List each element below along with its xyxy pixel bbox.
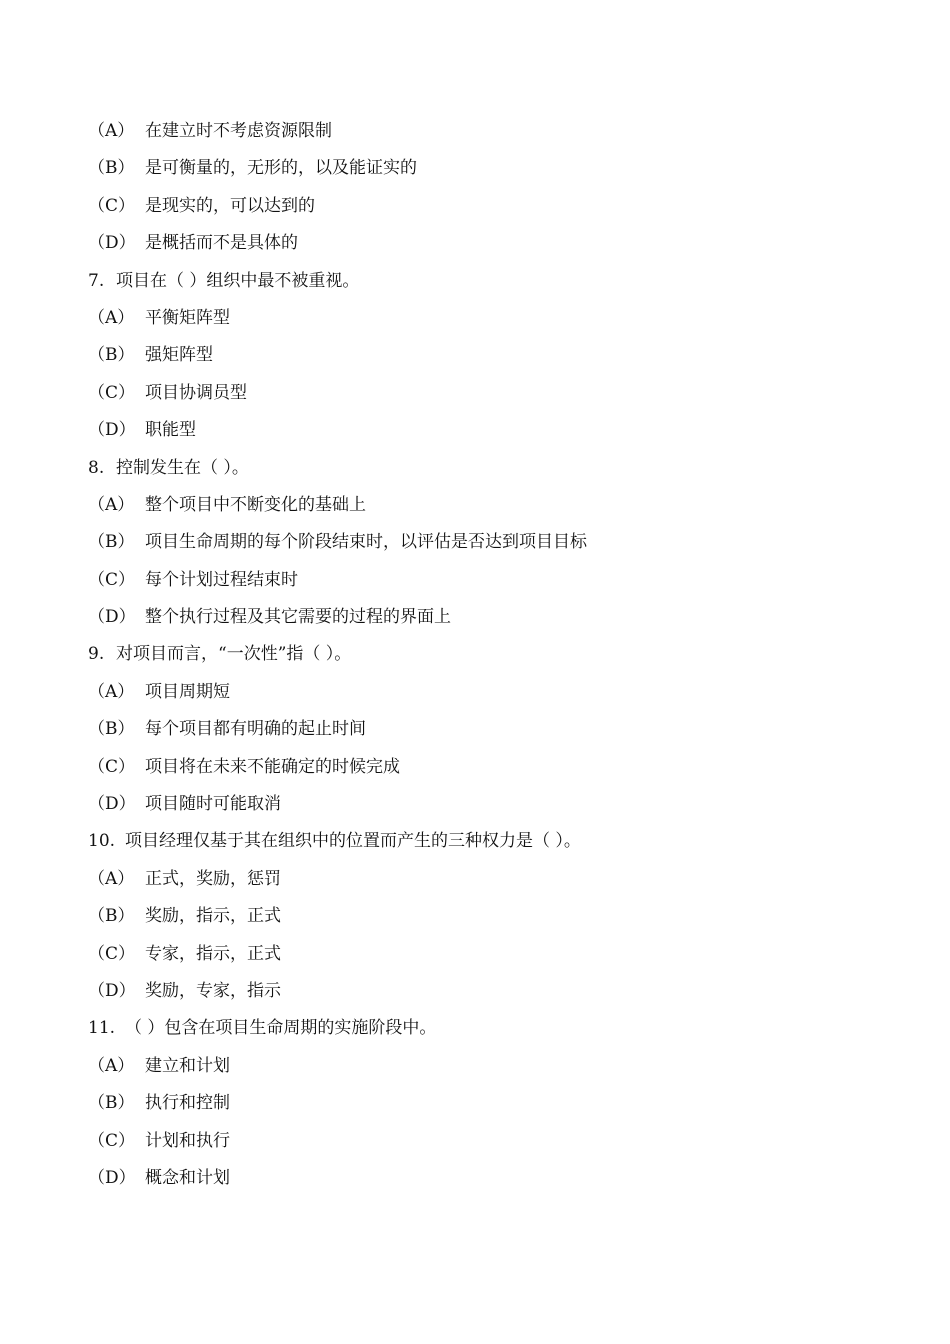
option-c bbox=[88, 1123, 888, 1160]
question-stem: 项目经理仅基于其在组织中的位置而产生的三种权力是（ ）。 bbox=[125, 831, 581, 852]
option-label: （D） bbox=[88, 980, 136, 1001]
option-text: 强矩阵型 bbox=[145, 345, 213, 366]
option-c bbox=[88, 749, 888, 786]
option-text: 是现实的，可以达到的 bbox=[145, 195, 315, 216]
option-label: （A） bbox=[88, 307, 135, 328]
option-text: 是可衡量的，无形的，以及能证实的 bbox=[145, 158, 417, 179]
option-label: （C） bbox=[88, 382, 136, 403]
question-stem: 对项目而言，“一次性”指（ ）。 bbox=[116, 644, 352, 665]
question-stem: （ ）包含在项目生命周期的实施阶段中。 bbox=[125, 1018, 437, 1039]
option-b bbox=[88, 524, 888, 561]
option-label: （B） bbox=[88, 719, 135, 740]
option-label: （C） bbox=[88, 195, 136, 216]
option-text: 正式，奖励，惩罚 bbox=[145, 868, 281, 889]
option-label: （A） bbox=[88, 681, 135, 702]
option-text: 职能型 bbox=[145, 420, 196, 441]
option-label: （B） bbox=[88, 1093, 135, 1114]
option-d bbox=[88, 412, 888, 449]
option-label: （C） bbox=[88, 756, 136, 777]
option-text: 项目周期短 bbox=[145, 681, 230, 702]
option-a bbox=[88, 113, 888, 150]
option-text: 专家，指示，正式 bbox=[145, 943, 281, 964]
option-label: （B） bbox=[88, 906, 135, 927]
option-a bbox=[88, 861, 888, 898]
option-label: （D） bbox=[88, 607, 136, 628]
option-text: 建立和计划 bbox=[145, 1055, 230, 1076]
option-label: （B） bbox=[88, 158, 135, 179]
option-text: 整个项目中不断变化的基础上 bbox=[145, 494, 366, 515]
option-text: 执行和控制 bbox=[145, 1093, 230, 1114]
option-text: 概念和计划 bbox=[145, 1167, 230, 1188]
option-label: （C） bbox=[88, 943, 136, 964]
option-label: （A） bbox=[88, 868, 135, 889]
option-text: 项目随时可能取消 bbox=[145, 794, 281, 815]
question-stem: 控制发生在（ ）。 bbox=[116, 457, 249, 478]
option-text: 整个执行过程及其它需要的过程的界面上 bbox=[145, 607, 451, 628]
question-number: 10. bbox=[88, 831, 116, 852]
option-text: 平衡矩阵型 bbox=[145, 307, 230, 328]
question-11 bbox=[88, 1010, 888, 1047]
option-label: （D） bbox=[88, 420, 136, 441]
option-a bbox=[88, 1048, 888, 1085]
option-text: 项目协调员型 bbox=[145, 382, 247, 403]
option-label: （C） bbox=[88, 569, 136, 590]
option-c bbox=[88, 936, 888, 973]
option-label: （A） bbox=[88, 494, 135, 515]
option-label: （D） bbox=[88, 794, 136, 815]
question-9 bbox=[88, 636, 888, 673]
option-c bbox=[88, 375, 888, 412]
option-text: 每个计划过程结束时 bbox=[145, 569, 298, 590]
option-text: 是概括而不是具体的 bbox=[145, 233, 298, 254]
option-d bbox=[88, 786, 888, 823]
option-text: 在建立时不考虑资源限制 bbox=[145, 121, 332, 141]
option-text: 项目将在未来不能确定的时候完成 bbox=[145, 756, 400, 777]
question-stem: 项目在（ ）组织中最不被重视。 bbox=[116, 270, 360, 291]
question-list bbox=[88, 113, 888, 1197]
option-text: 项目生命周期的每个阶段结束时，以评估是否达到项目目标 bbox=[145, 532, 587, 553]
option-a bbox=[88, 300, 888, 337]
option-c bbox=[88, 188, 888, 225]
option-d bbox=[88, 973, 888, 1010]
option-label: （C） bbox=[88, 1130, 136, 1151]
option-b bbox=[88, 150, 888, 187]
option-c bbox=[88, 562, 888, 599]
option-text: 每个项目都有明确的起止时间 bbox=[145, 719, 366, 740]
option-label: （D） bbox=[88, 1167, 136, 1188]
question-8 bbox=[88, 450, 888, 487]
option-d bbox=[88, 599, 888, 636]
option-label: （D） bbox=[88, 233, 136, 254]
option-text: 计划和执行 bbox=[145, 1130, 230, 1151]
option-d bbox=[88, 225, 888, 262]
option-text: 奖励，专家，指示 bbox=[145, 980, 281, 1001]
option-a bbox=[88, 487, 888, 524]
question-10 bbox=[88, 823, 888, 860]
option-label: （B） bbox=[88, 532, 135, 553]
question-7 bbox=[88, 263, 888, 300]
option-b bbox=[88, 1085, 888, 1122]
question-number: 11. bbox=[88, 1018, 116, 1039]
option-b bbox=[88, 337, 888, 374]
option-b bbox=[88, 711, 888, 748]
option-text: 奖励，指示，正式 bbox=[145, 906, 281, 927]
option-a bbox=[88, 674, 888, 711]
option-d bbox=[88, 1160, 888, 1197]
option-b bbox=[88, 898, 888, 935]
option-label: （A） bbox=[88, 121, 135, 141]
question-number: 8. bbox=[88, 457, 105, 478]
option-label: （A） bbox=[88, 1055, 135, 1076]
question-number: 7. bbox=[88, 270, 105, 291]
option-label: （B） bbox=[88, 345, 135, 366]
question-number: 9. bbox=[88, 644, 105, 665]
